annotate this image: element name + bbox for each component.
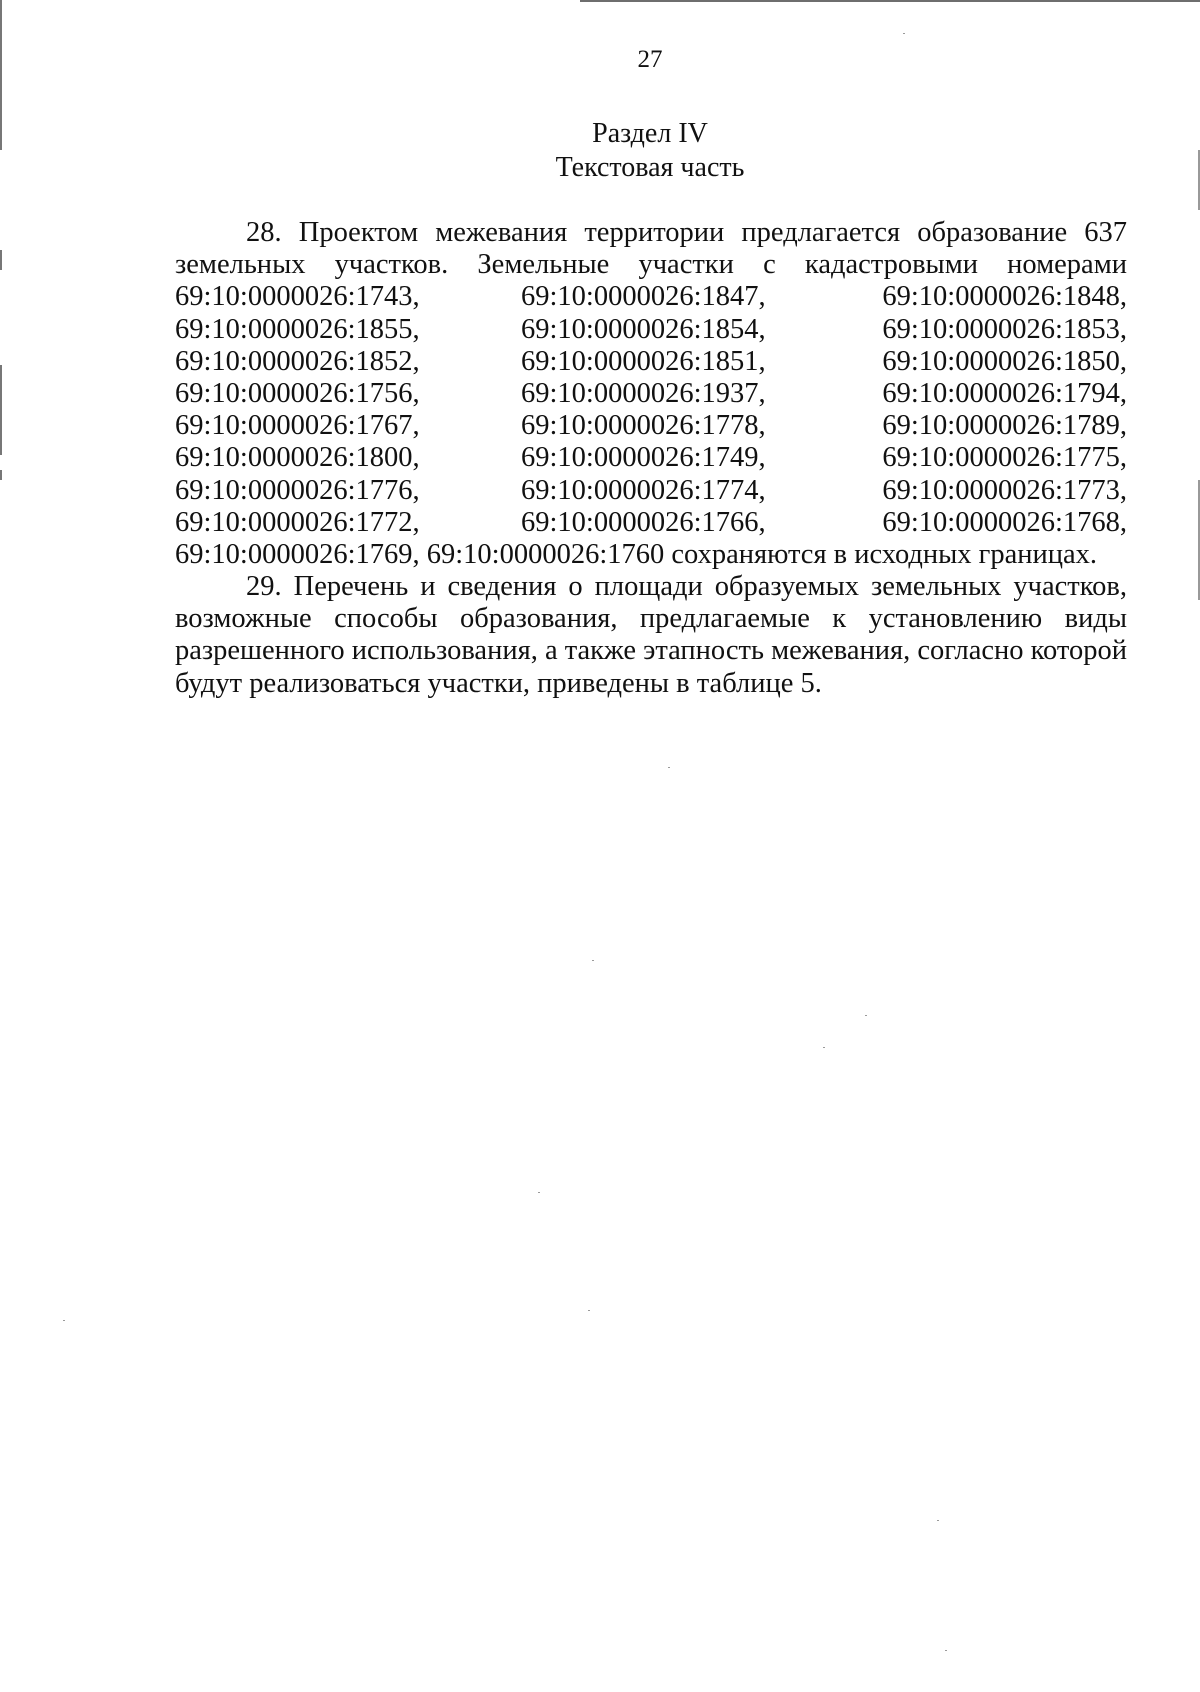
scan-speck [865, 1015, 867, 1016]
paragraph-28-line-2: земельных участков. Земельные участки с кадастровыми номерами [175, 249, 1127, 281]
paragraph-29 [175, 571, 1127, 700]
scan-edge-left [0, 365, 2, 455]
cadastral-number: 69:10:0000026:1756, [175, 377, 420, 409]
cadastral-number: 69:10:0000026:1775, [882, 442, 1127, 474]
section-title: Раздел IV [592, 118, 708, 149]
cadastral-number: 69:10:0000026:1848, [882, 281, 1127, 313]
paragraph-29-line-1: 29. Перечень и сведения о площади образуемых земельных участков, [246, 571, 1127, 602]
cadastral-row [175, 475, 1127, 507]
cadastral-number: 69:10:0000026:1778, [521, 410, 766, 442]
cadastral-row [175, 346, 1127, 378]
cadastral-number: 69:10:0000026:1767, [175, 410, 420, 442]
cadastral-row [175, 281, 1127, 313]
cadastral-number-list [175, 281, 1127, 539]
cadastral-row [175, 410, 1127, 442]
scan-edge-left [0, 470, 2, 480]
paragraph-28 [175, 217, 1127, 571]
cadastral-number: 69:10:0000026:1854, [521, 313, 766, 345]
scan-speck [823, 1047, 825, 1048]
paragraph-29-line-2: возможные способы образования, предлагаемые к установлению виды [175, 603, 1127, 635]
scan-speck [945, 1650, 947, 1651]
paragraph-29-line-3: разрешенного использования, а также этапность межевания, согласно которой [175, 635, 1127, 667]
cadastral-number: 69:10:0000026:1776, [175, 474, 420, 506]
scan-speck [588, 1310, 590, 1311]
paragraph-29-line-4: будут реализоваться участки, приведены в таблице 5. [175, 667, 822, 699]
cadastral-number: 69:10:0000026:1855, [175, 313, 420, 345]
cadastral-row [175, 314, 1127, 346]
cadastral-number: 69:10:0000026:1800, [175, 442, 420, 474]
cadastral-number: 69:10:0000026:1749, [521, 442, 766, 474]
page-number: 27 [637, 46, 663, 73]
scan-speck [592, 960, 594, 961]
cadastral-number: 69:10:0000026:1772, [175, 506, 420, 538]
scan-speck [538, 1192, 540, 1193]
paragraph-28-line-1: 28. Проектом межевания территории предлагается образование 637 [246, 217, 1127, 248]
scan-speck [937, 1520, 939, 1521]
cadastral-number: 69:10:0000026:1773, [882, 474, 1127, 506]
scan-edge-top [580, 0, 1200, 2]
cadastral-row [175, 378, 1127, 410]
cadastral-number: 69:10:0000026:1768, [882, 506, 1127, 538]
cadastral-number: 69:10:0000026:1853, [882, 313, 1127, 345]
scan-speck [903, 33, 905, 34]
cadastral-number: 69:10:0000026:1794, [882, 377, 1127, 409]
cadastral-row [175, 507, 1127, 539]
cadastral-number: 69:10:0000026:1766, [521, 506, 766, 538]
paragraph-28-closing-line: 69:10:0000026:1769, 69:10:0000026:1760 сохраняются в исходных границах. [175, 538, 1098, 570]
scan-speck [668, 767, 670, 768]
cadastral-number: 69:10:0000026:1743, [175, 281, 420, 313]
section-subtitle: Текстовая часть [555, 152, 745, 183]
cadastral-number: 69:10:0000026:1937, [521, 377, 766, 409]
scan-edge-left [0, 250, 2, 270]
cadastral-row [175, 442, 1127, 474]
cadastral-number: 69:10:0000026:1789, [882, 410, 1127, 442]
cadastral-number: 69:10:0000026:1774, [521, 474, 766, 506]
scan-speck [63, 1320, 65, 1321]
cadastral-number: 69:10:0000026:1851, [521, 345, 766, 377]
cadastral-number: 69:10:0000026:1852, [175, 345, 420, 377]
cadastral-number: 69:10:0000026:1847, [521, 281, 766, 313]
cadastral-number: 69:10:0000026:1850, [882, 345, 1127, 377]
